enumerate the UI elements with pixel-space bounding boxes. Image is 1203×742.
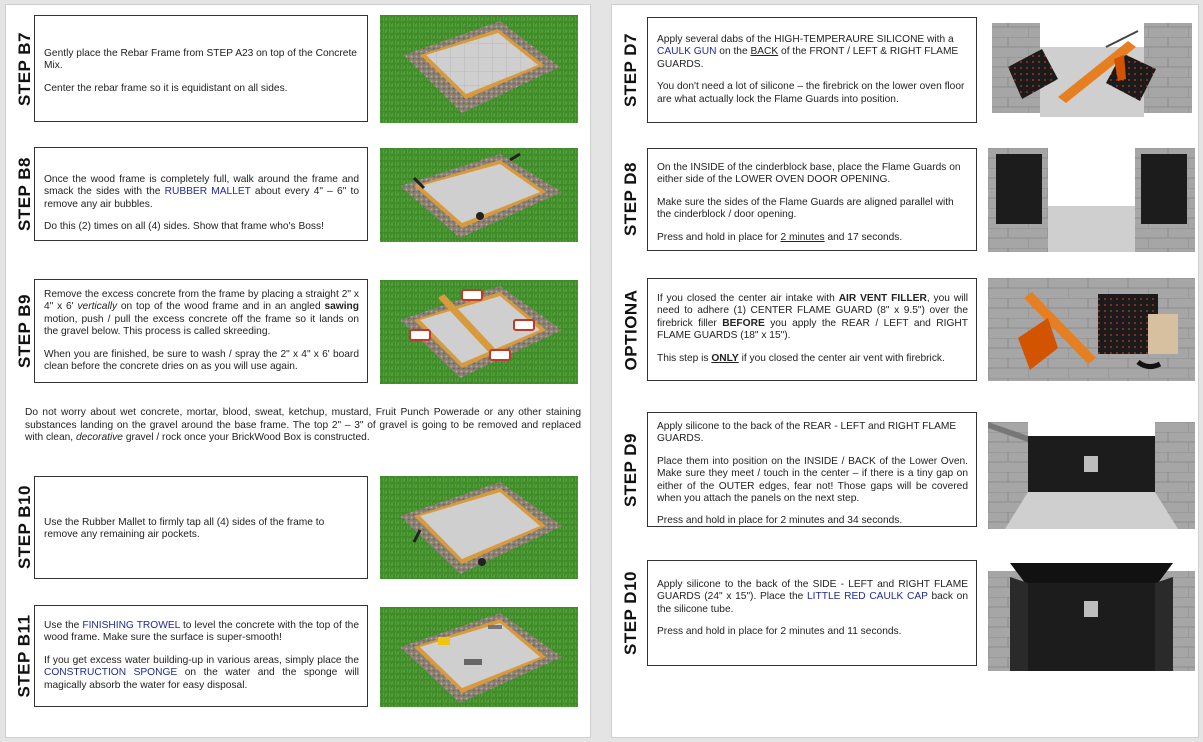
left-page (5, 4, 591, 738)
step-b9-image (380, 280, 578, 384)
step-d8-label: STEP D8 (621, 161, 640, 237)
step-b7-image (380, 15, 578, 123)
step-b8-image (380, 148, 578, 242)
step-d9-text-1: Apply silicone to the back of the REAR - LEFT and RIGHT FLAME GUARDS. (657, 421, 957, 445)
step-d8-text-3: Press and hold in place for 2 minutes and 17 seconds. (657, 231, 903, 243)
step-optiona-text-2: This step is ONLY if you closed the center air vent with firebrick. (657, 352, 945, 364)
step-d10-text-1: Apply silicone to the back of the SIDE - LEFT and RIGHT FLAME GUARDS (24" x 15"). Place the LITTLE RED CAULK CAP back on the silicone tube. (657, 579, 968, 615)
step-d10-label: STEP D10 (621, 570, 641, 656)
step-d10-box (647, 560, 977, 666)
step-b11-image (380, 607, 578, 707)
step-b9-label: STEP B9 (15, 293, 34, 369)
step-b11-text-1: Use the FINISHING TROWEL to level the concrete with the top of the wood frame. Make sure the surface is super-smooth! (44, 620, 359, 644)
step-b10-text-1: Use the Rubber Mallet to firmly tap all (4) sides of the frame to remove any remaining air pockets. (44, 517, 325, 541)
step-d9-box (647, 412, 977, 527)
step-d9-image (988, 412, 1195, 529)
step-b10-label: STEP B10 (15, 484, 35, 570)
step-b8-label: STEP B8 (15, 156, 34, 232)
step-b9-text-2: When you are finished, be sure to wash / spray the 2" x 4" x 6' board clean before the concrete dries on as you will use again. (44, 348, 359, 373)
step-b7-label: STEP B7 (15, 31, 34, 107)
step-b7-box (34, 15, 368, 122)
step-d9-text-2: Place them into position on the INSIDE / BACK of the Lower Oven. Make sure they meet / touch in the center – if there is a tiny gap on either of the OUTER edges, fear not! Those gaps will be covered when you attach the panels on the next step. (657, 455, 968, 505)
step-d8-image (988, 148, 1195, 252)
gravel-note: Do not worry about wet concrete, mortar, blood, sweat, ketchup, mustard, Fruit Punch Powerade or any other staining substances landing on the gravel around the base frame. The top 2" – 3" of gravel is going to be removed and replaced with clean, decorative gravel / rock once your BrickWood Box is constructed. (25, 407, 581, 444)
step-d8-text-1: On the INSIDE of the cinderblock base, place the Flame Guards on either side of the LOWER OVEN DOOR OPENING. (657, 162, 961, 186)
step-d9-text-3: Press and hold in place for 2 minutes and 34 seconds. (657, 515, 903, 527)
step-b11-box (34, 605, 368, 707)
step-optiona-image (988, 278, 1195, 381)
step-optiona-box (647, 278, 977, 381)
step-d7-text-2: You don't need a lot of silicone – the firebrick on the lower oven floor are what actually lock the Flame Guards into position. (657, 81, 965, 105)
step-b7-text-2: Center the rebar frame so it is equidistant on all sides. (44, 82, 288, 94)
step-b8-box (34, 147, 368, 241)
step-b9-text-1: Remove the excess concrete from the frame by placing a straight 2" x 4" x 6' vertically on top of the wood frame and in an angled sawing motion, push / pull the excess concrete off the frame so it lands on the gravel below. This process is called skreeding. (44, 289, 359, 338)
step-d7-label: STEP D7 (621, 32, 640, 108)
step-optiona-text-1: If you closed the center air intake with AIR VENT FILLER, you will need to adhere (1) CENTER FLAME GUARD (8" x 9.5") over the firebrick filler BEFORE you apply the REAR / LEFT and RIGHT FLAME GUARDS (18" x 15"). (657, 293, 968, 342)
step-b8-text-1: Once the wood frame is completely full, walk around the frame and smack the sides with the RUBBER MALLET about every 4" – 6" to remove any air bubbles. (44, 174, 360, 210)
step-d10-image (988, 557, 1195, 671)
step-b10-image (380, 476, 578, 579)
step-b11-text-2: If you get excess water building-up in various areas, simply place the CONSTRUCTION SPONGE on the water and the sponge will magically absorb the water for easy disposal. (44, 654, 360, 691)
step-optiona-label: OPTIONA (621, 289, 641, 371)
step-d7-image (988, 17, 1195, 123)
step-b9-box (34, 279, 368, 383)
step-d7-text-1: Apply several dabs of the HIGH-TEMPERAURE SILICONE with a CAULK GUN on the BACK of the FRONT / LEFT & RIGHT FLAME GUARDS. (657, 34, 959, 70)
step-d10-text-2: Press and hold in place for 2 minutes and 11 seconds. (657, 626, 902, 638)
right-page (611, 4, 1199, 738)
step-d8-box (647, 148, 977, 251)
step-b10-box (34, 476, 368, 579)
step-b11-label: STEP B11 (15, 614, 35, 698)
step-d9-label: STEP D9 (621, 432, 640, 508)
step-b8-text-2: Do this (2) times on all (4) sides. Show that frame who's Boss! (44, 221, 324, 233)
step-d8-text-2: Make sure the sides of the Flame Guards are aligned parallel with the cinderblock / door opening. (657, 196, 954, 221)
step-d7-box (647, 17, 977, 123)
step-b7-text-1: Gently place the Rebar Frame from STEP A23 on top of the Concrete Mix. (44, 48, 357, 72)
